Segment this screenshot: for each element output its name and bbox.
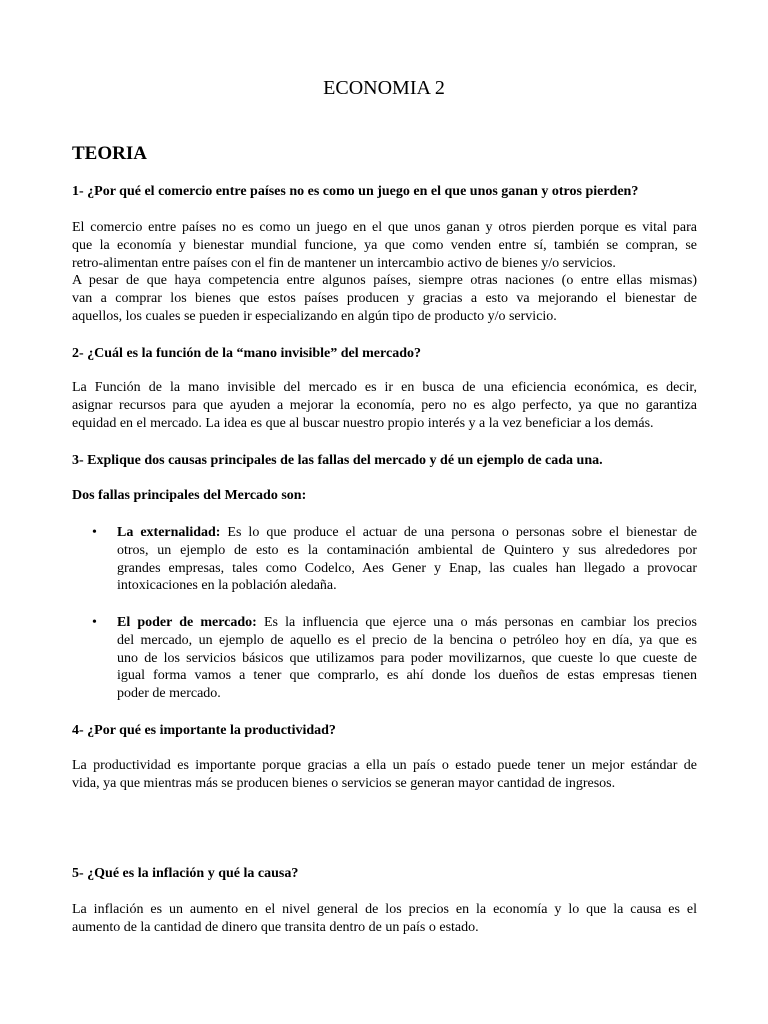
- bullet-first-line: [117, 614, 697, 632]
- answer-5-line: La inflación es un aumento en el nivel general de los precios en la economía y lo que la causa es el: [72, 902, 697, 917]
- bullet-line: igual forma vamos a tener que comprarlo, es ahí donde los dueños de estas empresas tienen: [117, 668, 697, 684]
- question-3-heading: 3- Explique dos causas principales de las fallas del mercado y dé un ejemplo de cada una.: [72, 453, 603, 468]
- question-2-heading: 2- ¿Cuál es la función de la “mano invisible” del mercado?: [72, 346, 421, 361]
- bullet-dot-icon: •: [92, 615, 97, 630]
- bullet-line: poder de mercado.: [117, 686, 221, 702]
- answer-1-line: van a comprar los bienes que estos países producen y gracias a esto va mejorando el bienestar de: [72, 291, 697, 307]
- bullet-first-line-text: Es lo que produce el actuar de una persona o personas sobre el bienestar de: [220, 525, 697, 540]
- answer-1-line: que la economía y bienestar mundial funcione, ya que como venden entre sí, también se compran, se: [72, 237, 697, 253]
- answer-4: [72, 757, 697, 793]
- answer-2-line: asignar recursos para que ayuden a mejorar la economía, pero no es algo perfecto, ya que no garantiza: [72, 397, 697, 413]
- answer-1-line: El comercio entre países no es como un juego en el que unos ganan y otros pierden porque es vital para: [72, 220, 697, 235]
- bullet-externalidad: [117, 524, 697, 595]
- bullet-line: uno de los servicios básicos que utilizamos para poder movilizarnos, que cueste lo que cueste de: [117, 650, 697, 666]
- bullet-line: del mercado, un ejemplo de aquello es el precio de la bencina o petróleo hoy en día, ya que es: [117, 632, 697, 648]
- bullet-dot-icon: •: [92, 525, 97, 540]
- bullet-term: La externalidad:: [117, 525, 221, 540]
- section-heading: TEORIA: [72, 143, 147, 164]
- question-1-heading: 1- ¿Por qué el comercio entre países no es como un juego en el que unos ganan y otros pierden?: [72, 184, 639, 199]
- answer-5-line: aumento de la cantidad de dinero que transita dentro de un país o estado.: [72, 919, 479, 935]
- answer-4-line: vida, ya que mientras más se producen bienes o servicios se generan mayor cantidad de ingresos.: [72, 775, 616, 791]
- bullet-line: intoxicaciones en la población aledaña.: [117, 578, 337, 594]
- bullet-line: otros, un ejemplo de esto es la contaminación ambiental de Quintero y sus alrededores por: [117, 542, 697, 558]
- answer-1-line: A pesar de que haya competencia entre algunos países, siempre otras naciones (o entre ellas mismas): [72, 273, 697, 289]
- answer-1: [72, 219, 697, 326]
- answer-1-line: aquellos, los cuales se pueden ir especializando en algún tipo de producto y/o servicio.: [72, 308, 557, 324]
- answer-1-line: retro-alimentan entre países con el fin de mantener un intercambio activo de bienes y/o servicios.: [72, 255, 616, 271]
- answer-4-line: La productividad es importante porque gracias a ella un país o estado puede tener un mejor estándar de: [72, 758, 697, 773]
- bullet-first-line-text: Es la influencia que ejerce una o más personas en cambiar los precios: [256, 615, 697, 630]
- bullet-first-line: [117, 524, 697, 542]
- answer-2-line: La Función de la mano invisible del mercado es ir en busca de una eficiencia económica, es decir,: [72, 380, 697, 395]
- answer-2-line: equidad en el mercado. La idea es que al buscar nuestro propio interés y a la vez beneficiar a los demás.: [72, 415, 654, 431]
- answer-2: [72, 379, 697, 432]
- document-title: ECONOMIA 2: [323, 77, 445, 99]
- bullet-line: grandes empresas, tales como Codelco, Aes Gener y Enap, las cuales han llegado a provocar: [117, 560, 697, 576]
- question-4-heading: 4- ¿Por qué es importante la productividad?: [72, 723, 336, 738]
- bullet-term: El poder de mercado:: [117, 615, 257, 630]
- answer-5: [72, 901, 697, 937]
- question-5-heading: 5- ¿Qué es la inflación y qué la causa?: [72, 866, 299, 881]
- bullet-poder-de-mercado: [117, 614, 697, 703]
- question-3-subheading: Dos fallas principales del Mercado son:: [72, 488, 307, 503]
